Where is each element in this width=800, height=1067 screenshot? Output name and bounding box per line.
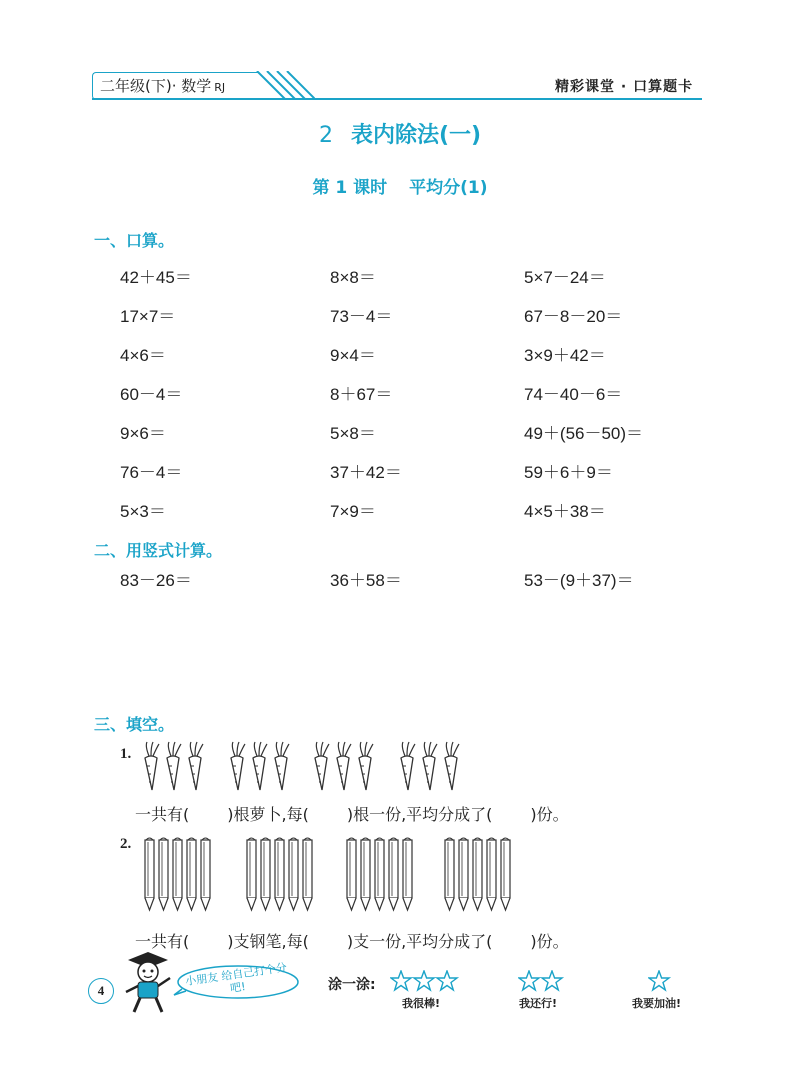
q2-text-part: 一共有( [135,932,190,951]
header-edition-tag: RJ [214,81,226,94]
oral-item: 8＋67＝ [330,385,393,404]
rate-prompt: 涂一涂: [328,977,376,993]
oral-item: 9×4＝ [330,346,376,365]
unit-number: 2 [318,123,333,148]
question-1-number: 1. [120,746,132,762]
oral-item: 60－4＝ [120,385,183,404]
lesson-label: 第 1 课时 [312,178,388,198]
rating-label-ok: 我还行! [519,997,558,1010]
header-rule [92,98,702,100]
question-2-text [135,929,569,952]
vertical-item: 53－(9＋37)＝ [524,571,634,590]
rating-label-try-harder: 我要加油! [632,997,682,1010]
carrots-illustration [135,740,470,792]
lesson-title [0,173,800,198]
oral-item: 4×6＝ [120,346,166,365]
oral-item: 7×9＝ [330,502,376,521]
oral-item: 74－40－6＝ [524,385,623,404]
section-oral-heading: 一、口算。 [94,231,175,250]
q1-text-part: )份。 [530,805,569,824]
q1-text-part: )根一份,平均分成了( [346,805,493,824]
vertical-item: 83－26＝ [120,571,192,590]
section-vertical-heading: 二、用竖式计算。 [94,541,223,560]
lesson-name: 平均分(1) [409,178,488,198]
student-mascot-icon [118,950,174,1014]
oral-item: 37＋42＝ [330,463,402,482]
oral-item: 49＋(56－50)＝ [524,424,644,443]
header-grade-subject: 二年级(下)· 数学 [100,77,212,95]
unit-title [0,118,800,149]
oral-item: 5×7－24＝ [524,268,606,287]
question-2-number: 2. [120,836,132,852]
rating-one-star[interactable] [648,970,672,992]
oral-item: 9×6＝ [120,424,166,443]
q2-text-part: )支钢笔,每( [227,932,309,951]
oral-item: 59＋6＋9＝ [524,463,613,482]
page-number: 4 [88,978,114,1004]
q2-text-part: )份。 [530,932,569,951]
pens-illustration [140,834,530,914]
header-stripes-decoration [255,71,315,99]
speech-bubble-text: 小朋友 给自己打个分吧! [184,960,288,995]
oral-item: 5×3＝ [120,502,166,521]
oral-item: 67－8－20＝ [524,307,623,326]
oral-item: 76－4＝ [120,463,183,482]
vertical-item: 36＋58＝ [330,571,402,590]
oral-item: 5×8＝ [330,424,376,443]
oral-item: 3×9＋42＝ [524,346,606,365]
oral-item: 73－4＝ [330,307,393,326]
q1-text-part: )根萝卜,每( [227,805,309,824]
q2-text-part: )支一份,平均分成了( [346,932,493,951]
header-right-title: 精彩课堂 · 口算题卡 [555,79,694,95]
oral-item: 42＋45＝ [120,268,192,287]
question-1-text [135,802,569,825]
unit-name: 表内除法(一) [350,123,482,148]
rating-label-great: 我很棒! [402,997,441,1010]
rating-three-stars[interactable] [390,970,460,992]
header-book-title [100,75,225,96]
rating-two-stars[interactable] [518,970,566,992]
oral-item: 4×5＋38＝ [524,502,606,521]
q1-text-part: 一共有( [135,805,190,824]
oral-item: 17×7＝ [120,307,176,326]
oral-item: 8×8＝ [330,268,376,287]
section-fill-heading: 三、填空。 [94,715,175,734]
